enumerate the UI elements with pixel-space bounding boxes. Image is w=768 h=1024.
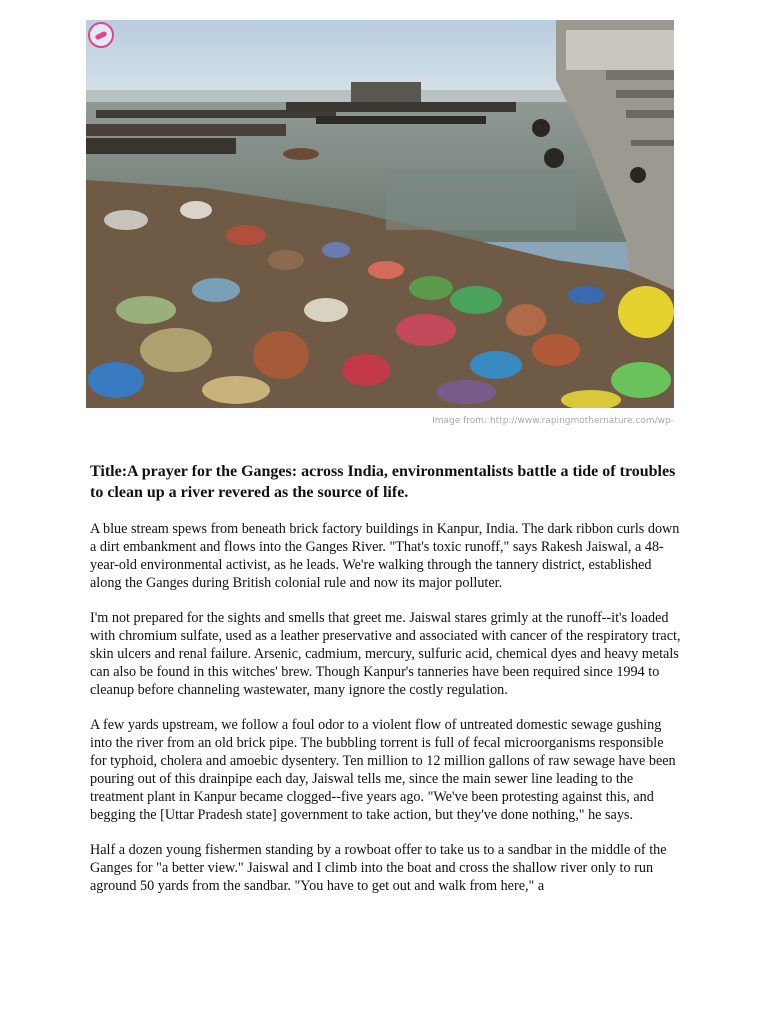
article-body [90,520,682,912]
paragraph-3: A few yards upstream, we follow a foul odor to a violent flow of untreated domestic sewage gushing into the river from an old brick pipe. The bubbling torrent is full of fecal microorganisms responsible for typhoid, cholera and amoebic dysentery. Ten million to 12 million gallons of raw sewage have been pouring out of this drainpipe each day, Jaiswal tells me, since the main sewer line leading to the treatment plant in Kanpur became clogged--five years ago. "We've been protesting against this, and begging the [Uttar Pradesh state] government to take action, but they've done nothing," he says. [90,717,676,823]
riverbank-trash-image [86,20,674,408]
paragraph-2: I'm not prepared for the sights and smells that greet me. Jaiswal stares grimly at the runoff--it's loaded with chromium sulfate, used as a leather preservative and associated with cancer of the respiratory tract, skin ulcers and renal failure. Arsenic, cadmium, mercury, sulfuric acid, chemical dyes and heavy metals can also be found in this witches' brew. Though Kanpur's tanneries have been required since 1994 to cleanup before channeling wastewater, many ignore the costly regulation. [90,610,681,698]
article-title: Title:A prayer for the Ganges: across India, environmentalists battle a tide of troubles to clean up a river revered as the source of life. [90,463,676,501]
article-photo [86,20,674,408]
image-caption: Image from: http://www.rapingmothernature.com/wp- [432,416,674,426]
paragraph-1: A blue stream spews from beneath brick factory buildings in Kanpur, India. The dark ribbon curls down a dirt embankment and flows into the Ganges River. "That's toxic runoff," says Rakesh Jaiswal, a 48-year-old environmental activist, as he leads. We're walking through the tannery district, established along the Ganges during British colonial rule and now its major polluter. [90,521,680,591]
site-logo-icon [88,22,114,48]
paragraph-4: Half a dozen young fishermen standing by a rowboat offer to take us to a sandbar in the middle of the Ganges for "a better view." Jaiswal and I climb into the boat and cross the shallow river only to run aground 50 yards from the sandbar. "You have to get out and walk from here," a [90,842,667,894]
